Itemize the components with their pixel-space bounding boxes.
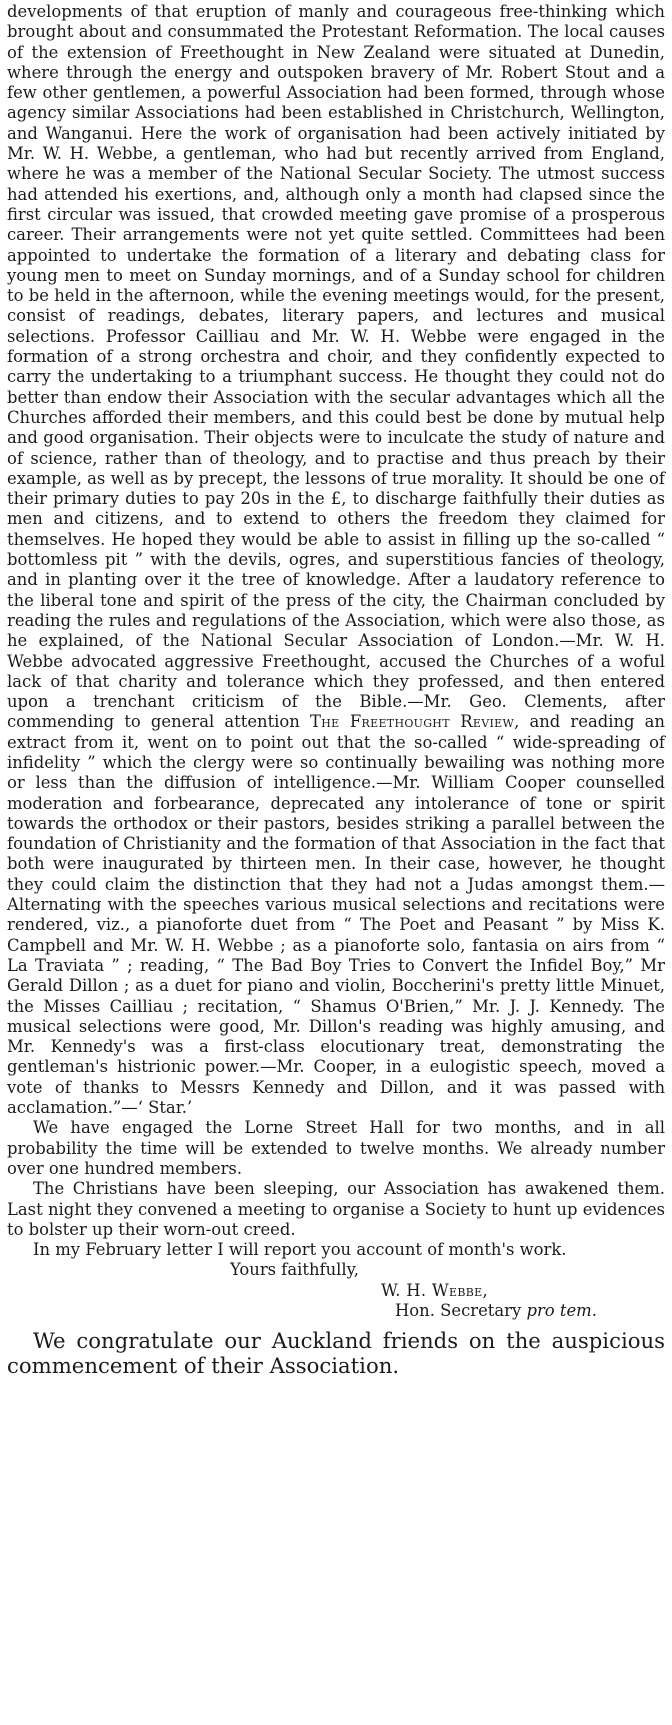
february-letter-paragraph: In my February letter I will report you account of month's work.	[33, 1240, 567, 1260]
report-text-part-2: , and reading an extract from it, went on to point out that the so-called “ wide-spreading of infidelity ” which the clergy were so continually bewailing was nothing more or less than the diffusion of intelligence.—Mr. William Cooper counselled moderation and forbearance, deprecated any intolerance of tone or spirit towards the orthodox or their pastors, besides striking a parallel between the foundation of Christianity and the formation of that Association in the fact that both were inaugurated by thirteen men. In their case, however, he thought they could claim the distinction that they had not a Judas amongst them.—Alternating with the speeches various musical selections and recitations were rendered, viz., a pianoforte duet from “ The Poet and Peasant ” by Miss K. Campbell and Mr. W. H. Webbe ; as a pianoforte solo, fantasia on airs from “ La Traviata ” ; reading, “ The Bad Boy Tries to Convert the Infidel Boy,” Mr Gerald Dillon ; as a duet for piano and violin, Boccherini's pretty little Minuet, the Misses Cailliau ; recitation, “ Shamus O'Brien,” Mr. J. J. Kennedy. The musical selections were good, Mr. Dillon's reading was highly amusing, and Mr. Kennedy's was a first-class elocutionary treat, demonstrating the gentleman's histrionic power.—Mr. Cooper, in a eulogistic speech, moved a vote of thanks to Messrs Kennedy and Dillon, and it was passed with acclamation.”—‘ Star.’	[7, 712, 665, 1118]
document-page	[7, 2, 665, 1378]
signature-title	[7, 1301, 665, 1321]
signature-name: W. H. Webbe,	[381, 1280, 488, 1300]
signature-closing: Yours faithfully,	[230, 1260, 359, 1280]
hall-paragraph: We have engaged the Lorne Street Hall for two months, and in all probability the time will be extended to twelve months. We already number over one hundred members.	[7, 1118, 665, 1178]
signature-block	[7, 1260, 665, 1321]
signature-title-prefix: Hon. Secretary	[395, 1301, 527, 1320]
christians-paragraph: The Christians have been sleeping, our Association has awakened them. Last night they convened a meeting to organise a Society to hunt up evidences to bolster up their worn-out creed.	[7, 1179, 665, 1239]
journal-title: The Freethought Review	[309, 712, 515, 732]
signature-title-italic: pro tem.	[526, 1301, 597, 1320]
report-paragraph	[7, 2, 665, 1118]
editor-note: We congratulate our Auckland friends on the auspicious commencement of their Association.	[7, 1328, 665, 1378]
report-text-part-1: developments of that eruption of manly and courageous free-thinking which brought about and consummated the Protestant Reformation. The local causes of the extension of Freethought in New Zealand were situated at Dunedin, where through the energy and outspoken bravery of Mr. Robert Stout and a few other gentlemen, a powerful Association had been formed, through whose agency similar Associations had been established in Christchurch, Wellington, and Wanganui. Here the work of organisation had been actively initiated by Mr. W. H. Webbe, a gentleman, who had but recently arrived from England, where he was a member of the National Secular Society. The utmost success had attended his exertions, and, although only a month had clapsed since the first circular was issued, that crowded meeting gave promise of a prosperous career. Their arrangements were not yet quite settled. Committees had been appointed to undertake the formation of a literary and debating class for young men to meet on Sunday mornings, and of a Sunday school for children to be held in the afternoon, while the evening meetings would, for the present, consist of readings, debates, literary papers, and lectures and musical selections. Professor Cailliau and Mr. W. H. Webbe were engaged in the formation of a strong orchestra and choir, and they confidently expected to carry the undertaking to a triumphant success. He thought they could not do better than endow their Association with the secular advantages which all the Churches afforded their members, and this could best be done by mutual help and good organisation. Their objects were to inculcate the study of nature and of science, rather than of theology, and to practise and thus preach by their example, as well as by precept, the lessons of true morality. It should be one of their primary duties to pay 20s in the £, to discharge faithfully their duties as men and citizens, and to extend to others the freedom they claimed for themselves. He hoped they would be able to assist in filling up the so-called “ bottomless pit ” with the devils, ogres, and superstitious fancies of theology, and in planting over it the tree of knowledge. After a laudatory reference to the liberal tone and spirit of the press of the city, the Chairman concluded by reading the rules and regulations of the Association, which were also those, as he explained, of the National Secular Association of London.—Mr. W. H. Webbe advocated aggressive Freethought, accused the Churches of a woful lack of that charity and tolerance which they professed, and then entered upon a trenchant criticism of the Bible.—Mr. Geo. Clements, after commending to general attention	[7, 2, 665, 732]
